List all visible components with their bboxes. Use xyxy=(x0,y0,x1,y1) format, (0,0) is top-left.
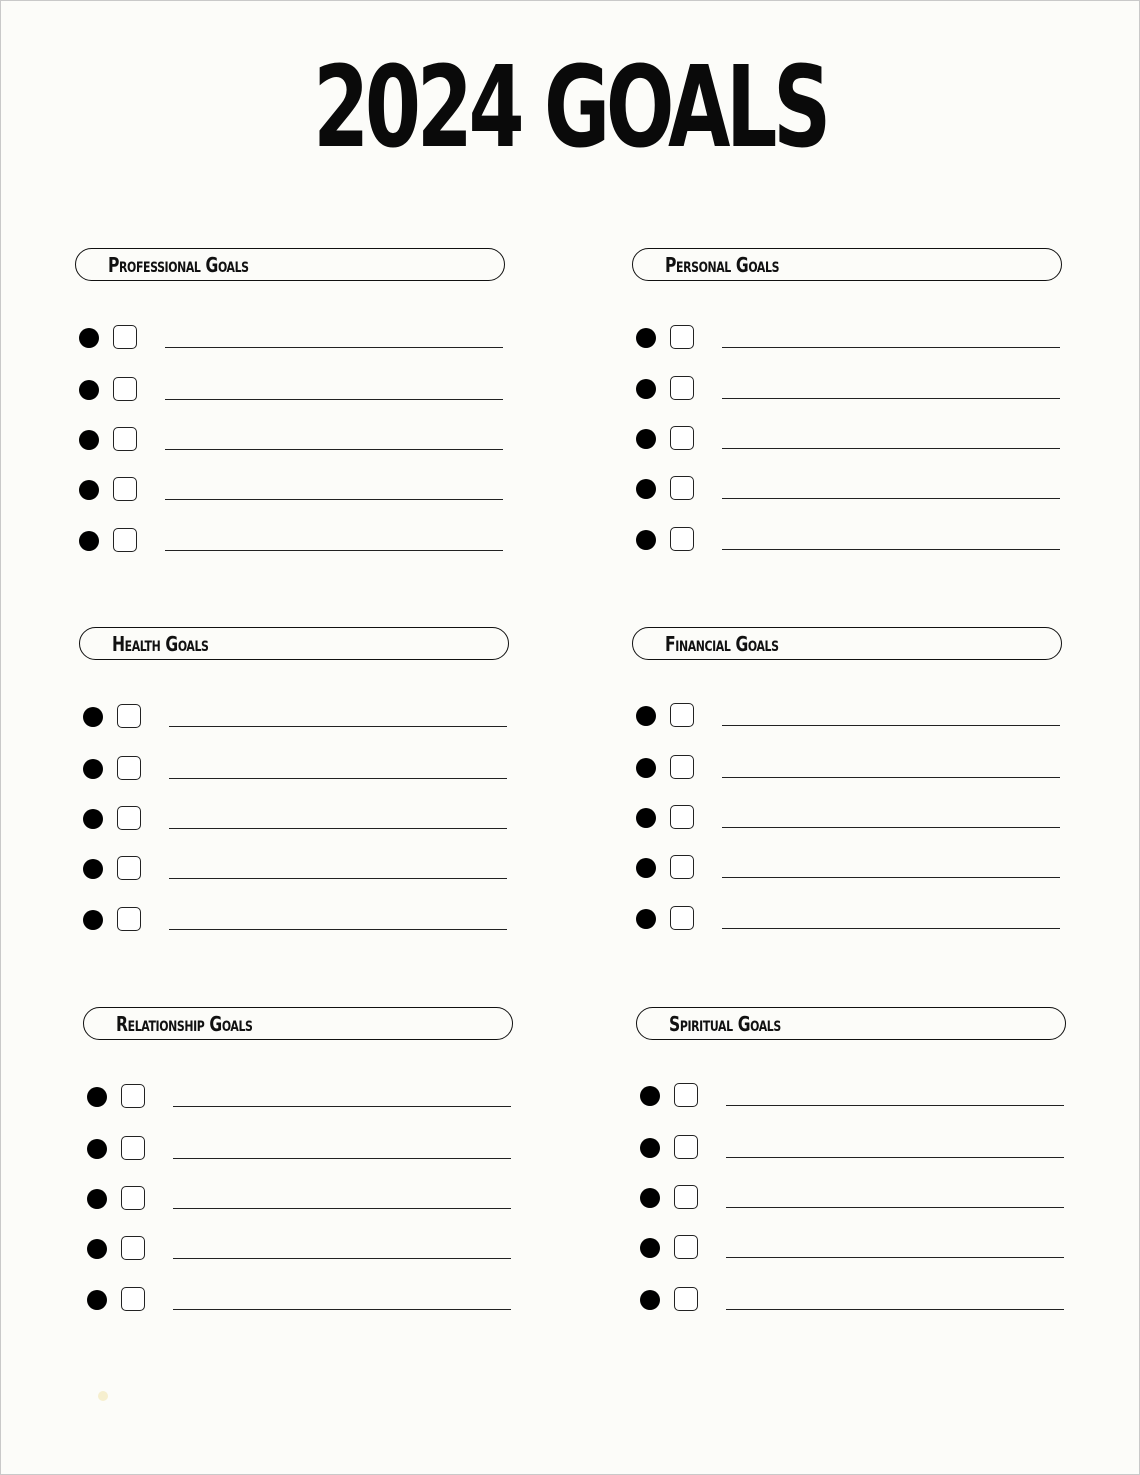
bullet-icon xyxy=(636,758,656,778)
goal-checkbox[interactable] xyxy=(113,477,137,501)
goal-row xyxy=(632,375,1066,405)
bullet-icon xyxy=(83,707,103,727)
goal-checkbox[interactable] xyxy=(113,528,137,552)
goal-write-line[interactable] xyxy=(165,347,503,348)
goal-row xyxy=(636,1082,1070,1112)
goal-checkbox[interactable] xyxy=(117,756,141,780)
goal-checkbox[interactable] xyxy=(121,1136,145,1160)
goal-row xyxy=(83,1135,517,1165)
goal-checkbox[interactable] xyxy=(121,1236,145,1260)
goal-write-line[interactable] xyxy=(169,778,507,779)
bullet-icon xyxy=(79,531,99,551)
goal-write-line[interactable] xyxy=(722,777,1060,778)
goal-write-line[interactable] xyxy=(726,1309,1064,1310)
goal-row xyxy=(83,1235,517,1265)
goal-row xyxy=(632,804,1066,834)
goal-checkbox[interactable] xyxy=(113,427,137,451)
goal-checkbox[interactable] xyxy=(674,1083,698,1107)
goal-write-line[interactable] xyxy=(165,449,503,450)
goal-write-line[interactable] xyxy=(722,827,1060,828)
goal-write-line[interactable] xyxy=(726,1257,1064,1258)
goal-checkbox[interactable] xyxy=(670,527,694,551)
bullet-icon xyxy=(83,759,103,779)
goal-write-line[interactable] xyxy=(726,1207,1064,1208)
goal-write-line[interactable] xyxy=(165,399,503,400)
bullet-icon xyxy=(636,706,656,726)
bullet-icon xyxy=(79,380,99,400)
goal-checkbox[interactable] xyxy=(670,855,694,879)
goal-checkbox[interactable] xyxy=(670,755,694,779)
goal-row xyxy=(632,854,1066,884)
goal-checkbox[interactable] xyxy=(117,704,141,728)
section-title: Spiritual Goals xyxy=(669,1012,781,1036)
goal-row xyxy=(75,324,509,354)
goal-write-line[interactable] xyxy=(173,1208,511,1209)
bullet-icon xyxy=(87,1239,107,1259)
bullet-icon xyxy=(79,430,99,450)
goal-write-line[interactable] xyxy=(165,550,503,551)
goal-write-line[interactable] xyxy=(169,828,507,829)
goal-row xyxy=(636,1234,1070,1264)
goal-row xyxy=(632,754,1066,784)
goal-row xyxy=(636,1134,1070,1164)
goal-row xyxy=(75,376,509,406)
goal-write-line[interactable] xyxy=(722,398,1060,399)
goal-write-line[interactable] xyxy=(722,347,1060,348)
goal-row xyxy=(632,425,1066,455)
goal-row xyxy=(75,527,509,557)
goal-write-line[interactable] xyxy=(169,878,507,879)
goal-write-line[interactable] xyxy=(722,498,1060,499)
goal-row xyxy=(636,1184,1070,1214)
goal-checkbox[interactable] xyxy=(670,325,694,349)
goal-row xyxy=(632,324,1066,354)
goal-checkbox[interactable] xyxy=(670,805,694,829)
goal-write-line[interactable] xyxy=(722,725,1060,726)
bullet-icon xyxy=(636,379,656,399)
bullet-icon xyxy=(640,1138,660,1158)
goal-checkbox[interactable] xyxy=(117,907,141,931)
goal-write-line[interactable] xyxy=(722,877,1060,878)
goal-row xyxy=(79,703,513,733)
section-title: Financial Goals xyxy=(665,632,779,656)
goal-write-line[interactable] xyxy=(726,1157,1064,1158)
goal-row xyxy=(79,755,513,785)
goal-row xyxy=(632,526,1066,556)
bullet-icon xyxy=(79,480,99,500)
goal-checkbox[interactable] xyxy=(121,1186,145,1210)
bullet-icon xyxy=(636,909,656,929)
goal-checkbox[interactable] xyxy=(113,325,137,349)
goal-write-line[interactable] xyxy=(173,1309,511,1310)
bullet-icon xyxy=(636,328,656,348)
goal-write-line[interactable] xyxy=(165,499,503,500)
decorative-dot xyxy=(98,1391,108,1401)
goal-row xyxy=(632,475,1066,505)
goal-checkbox[interactable] xyxy=(117,856,141,880)
goal-write-line[interactable] xyxy=(169,726,507,727)
goal-checkbox[interactable] xyxy=(674,1235,698,1259)
bullet-icon xyxy=(640,1188,660,1208)
goal-row xyxy=(79,805,513,835)
goal-write-line[interactable] xyxy=(173,1158,511,1159)
bullet-icon xyxy=(87,1290,107,1310)
goal-checkbox[interactable] xyxy=(670,376,694,400)
goal-row xyxy=(632,702,1066,732)
goal-checkbox[interactable] xyxy=(670,703,694,727)
section-title: Relationship Goals xyxy=(116,1012,253,1036)
goal-checkbox[interactable] xyxy=(670,906,694,930)
goal-checkbox[interactable] xyxy=(670,476,694,500)
goal-row xyxy=(636,1286,1070,1316)
goal-row xyxy=(632,905,1066,935)
bullet-icon xyxy=(640,1238,660,1258)
goal-row xyxy=(83,1083,517,1113)
goal-row xyxy=(83,1185,517,1215)
goal-row xyxy=(79,855,513,885)
goal-row xyxy=(75,476,509,506)
goal-write-line[interactable] xyxy=(722,549,1060,550)
bullet-icon xyxy=(87,1189,107,1209)
section-title: Professional Goals xyxy=(108,253,249,277)
bullet-icon xyxy=(636,429,656,449)
goal-write-line[interactable] xyxy=(173,1106,511,1107)
goal-checkbox[interactable] xyxy=(121,1287,145,1311)
goal-checkbox[interactable] xyxy=(670,426,694,450)
goal-write-line[interactable] xyxy=(169,929,507,930)
bullet-icon xyxy=(636,858,656,878)
goal-checkbox[interactable] xyxy=(113,377,137,401)
bullet-icon xyxy=(636,808,656,828)
bullet-icon xyxy=(79,328,99,348)
goal-checkbox[interactable] xyxy=(121,1084,145,1108)
goal-checkbox[interactable] xyxy=(117,806,141,830)
goal-row xyxy=(75,426,509,456)
bullet-icon xyxy=(87,1087,107,1107)
section-title: Personal Goals xyxy=(665,253,780,277)
goal-row xyxy=(79,906,513,936)
goal-checkbox[interactable] xyxy=(674,1185,698,1209)
goal-write-line[interactable] xyxy=(722,448,1060,449)
bullet-icon xyxy=(636,479,656,499)
bullet-icon xyxy=(83,859,103,879)
goal-write-line[interactable] xyxy=(173,1258,511,1259)
bullet-icon xyxy=(640,1290,660,1310)
goal-write-line[interactable] xyxy=(722,928,1060,929)
section-title: Health Goals xyxy=(112,632,209,656)
goal-write-line[interactable] xyxy=(726,1105,1064,1106)
goal-row xyxy=(83,1286,517,1316)
bullet-icon xyxy=(83,809,103,829)
page-title: 2024 GOALS xyxy=(313,43,827,173)
goal-checkbox[interactable] xyxy=(674,1135,698,1159)
bullet-icon xyxy=(640,1086,660,1106)
bullet-icon xyxy=(87,1139,107,1159)
bullet-icon xyxy=(636,530,656,550)
bullet-icon xyxy=(83,910,103,930)
goal-checkbox[interactable] xyxy=(674,1287,698,1311)
